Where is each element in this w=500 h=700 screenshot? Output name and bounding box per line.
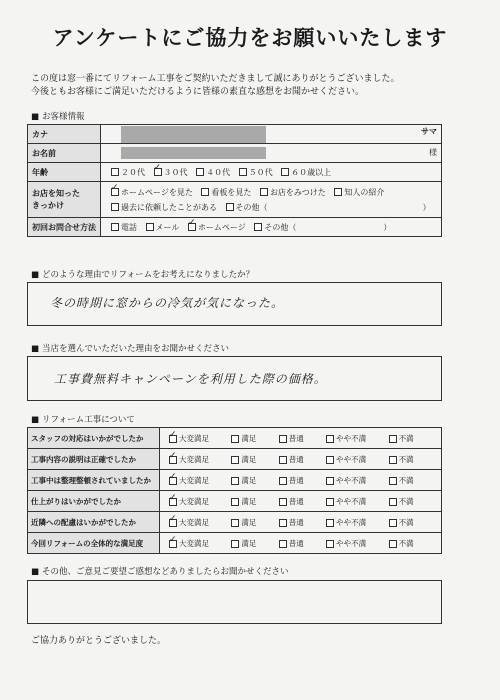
contact-option[interactable]: 電話 — [105, 223, 137, 232]
age-options — [101, 163, 442, 182]
checkbox-icon[interactable] — [260, 188, 268, 196]
redacted-kana — [121, 126, 266, 143]
q3-heading: ■ その他、ご意見ご要望ご感想などありましたらお聞かせください — [31, 567, 289, 577]
bullet-icon: ■ — [31, 112, 40, 122]
source-option[interactable]: お店をみつけた — [254, 188, 326, 197]
checkbox-icon[interactable] — [326, 540, 334, 548]
kana-row — [28, 125, 442, 144]
sat-option[interactable]: 満足 — [225, 518, 256, 527]
age-row — [28, 163, 442, 182]
checkbox-icon[interactable] — [326, 435, 334, 443]
checkbox-checked-icon[interactable] — [169, 477, 177, 485]
q3-answer-box[interactable] — [27, 580, 442, 624]
age-option[interactable]: ４０代 — [190, 168, 230, 177]
source-option[interactable]: 過去に依頼したことがある — [105, 203, 217, 212]
source-option-other[interactable]: その他（ — [220, 203, 268, 212]
sat-option[interactable]: 満足 — [225, 476, 256, 485]
checkbox-icon[interactable] — [111, 168, 119, 176]
sat-option[interactable]: やや不満 — [320, 497, 366, 506]
contact-option[interactable]: メール — [140, 223, 180, 232]
contact-option-other[interactable]: その他（ — [248, 223, 296, 232]
sat-row — [28, 428, 442, 449]
sat-option[interactable]: 普通 — [273, 539, 304, 548]
closing-text: ご協力ありがとうございました。 — [31, 636, 167, 646]
q1-answer-box[interactable] — [27, 282, 442, 326]
q2-answer-box[interactable] — [27, 356, 442, 401]
sat-option[interactable]: やや不満 — [320, 434, 366, 443]
kana-field[interactable] — [101, 125, 442, 144]
sat-option[interactable]: 満足 — [225, 539, 256, 548]
sat-option[interactable]: やや不満 — [320, 455, 366, 464]
checkbox-checked-icon[interactable] — [169, 456, 177, 464]
source-close-paren: ） — [422, 202, 431, 212]
sat-option[interactable]: ✓ 大変満足 — [163, 434, 209, 443]
bullet-icon: ■ — [31, 344, 40, 354]
contact-row — [28, 218, 442, 237]
checkbox-icon[interactable] — [389, 540, 397, 548]
sat-row — [28, 512, 442, 533]
sat-options — [160, 449, 442, 470]
checkbox-icon[interactable] — [389, 519, 397, 527]
sat-option[interactable]: 普通 — [273, 518, 304, 527]
checkbox-icon[interactable] — [389, 456, 397, 464]
checkbox-icon[interactable] — [334, 188, 342, 196]
checkbox-icon[interactable] — [231, 456, 239, 464]
checkbox-checked-icon[interactable] — [169, 540, 177, 548]
contact-label: 初回お問合せ方法 — [28, 218, 101, 237]
sat-option[interactable]: 普通 — [273, 497, 304, 506]
sat-option[interactable]: 不満 — [383, 476, 414, 485]
sat-row — [28, 470, 442, 491]
sat-option[interactable]: 満足 — [225, 434, 256, 443]
sat-row — [28, 491, 442, 512]
sat-options — [160, 533, 442, 554]
checkbox-icon[interactable] — [279, 498, 287, 506]
intro-line-2: 今後ともお客様にご満足いただけるように皆様の素直な感想をお聞かせください。 — [31, 87, 365, 97]
checkbox-icon[interactable] — [201, 188, 209, 196]
checkbox-icon[interactable] — [231, 519, 239, 527]
source-option[interactable]: ✓ホームページを見た — [105, 188, 193, 197]
kana-suffix: サマ — [421, 126, 437, 136]
checkbox-icon[interactable] — [389, 498, 397, 506]
intro-line-1: この度は窓一番にてリフォーム工事をご契約いただきまして誠にありがとうございました。 — [31, 74, 400, 84]
sat-question: スタッフの対応はいかがでしたか — [28, 428, 160, 449]
age-label: 年齢 — [28, 163, 101, 182]
sat-option[interactable]: ✓ 大変満足 — [163, 497, 209, 506]
checkbox-icon[interactable] — [111, 223, 119, 231]
q2-answer-text: 工事費無料キャンペーンを利用した際の価格。 — [54, 372, 327, 386]
q1-answer-text: 冬の時期に窓からの冷気が気になった。 — [50, 296, 285, 310]
q1-heading: ■ どのような理由でリフォームをお考えになりましたか？ — [31, 270, 255, 280]
checkbox-icon[interactable] — [254, 223, 262, 231]
checkbox-icon[interactable] — [279, 477, 287, 485]
checkbox-icon[interactable] — [226, 203, 234, 211]
sat-row — [28, 449, 442, 470]
checkbox-icon[interactable] — [146, 223, 154, 231]
sat-option[interactable]: 普通 — [273, 434, 304, 443]
checkbox-icon[interactable] — [279, 540, 287, 548]
sat-option[interactable]: 満足 — [225, 497, 256, 506]
source-options — [101, 182, 442, 218]
checkbox-icon[interactable] — [231, 540, 239, 548]
sat-question: 工事中は整理整頓されていましたか — [28, 470, 160, 491]
contact-options — [101, 218, 442, 237]
name-field[interactable] — [101, 144, 442, 163]
sat-option[interactable]: ✓ 大変満足 — [163, 539, 209, 548]
checkbox-icon[interactable] — [389, 435, 397, 443]
sat-row — [28, 533, 442, 554]
name-suffix: 様 — [429, 148, 437, 157]
contact-close-paren: ） — [383, 222, 392, 232]
bullet-icon: ■ — [31, 567, 40, 577]
q2-heading: ■ 当店を選んでいただいた理由をお聞かせください — [31, 344, 230, 354]
sat-option[interactable]: やや不満 — [320, 518, 366, 527]
checkbox-checked-icon[interactable] — [154, 168, 162, 176]
checkbox-icon[interactable] — [279, 435, 287, 443]
checkbox-icon[interactable] — [231, 435, 239, 443]
sat-question: 工事内容の説明は正確でしたか — [28, 449, 160, 470]
name-row — [28, 144, 442, 163]
checkbox-checked-icon[interactable] — [169, 435, 177, 443]
sat-option[interactable]: 不満 — [383, 539, 414, 548]
checkbox-icon[interactable] — [196, 168, 204, 176]
bullet-icon: ■ — [31, 270, 40, 280]
age-option[interactable]: ５０代 — [233, 168, 273, 177]
checkbox-checked-icon[interactable] — [111, 188, 119, 196]
sat-option[interactable]: 不満 — [383, 518, 414, 527]
sat-option[interactable]: 不満 — [383, 455, 414, 464]
contact-option[interactable]: ✓ ホームページ — [182, 223, 246, 232]
kana-label: カナ — [28, 125, 101, 144]
checkbox-icon[interactable] — [111, 203, 119, 211]
sat-option[interactable]: 満足 — [225, 455, 256, 464]
checkbox-icon[interactable] — [326, 477, 334, 485]
checkbox-icon[interactable] — [326, 519, 334, 527]
sat-option[interactable]: 不満 — [383, 497, 414, 506]
age-option[interactable]: ２０代 — [105, 168, 145, 177]
sat-option[interactable]: ✓ 大変満足 — [163, 518, 209, 527]
sat-heading: ■ リフォーム工事について — [31, 415, 135, 425]
checkbox-checked-icon[interactable] — [169, 498, 177, 506]
checkbox-icon[interactable] — [389, 477, 397, 485]
satisfaction-table — [27, 427, 442, 554]
sat-option[interactable]: やや不満 — [320, 539, 366, 548]
survey-title: アンケートにご協力をお願いいたします — [52, 26, 448, 50]
checkbox-checked-icon[interactable] — [188, 223, 196, 231]
customer-section-heading: ■ お客様情報 — [31, 112, 85, 122]
checkbox-icon[interactable] — [326, 498, 334, 506]
sat-options — [160, 428, 442, 449]
source-label: お店を知った きっかけ — [28, 182, 101, 218]
age-option[interactable]: ６０歳以上 — [275, 168, 331, 177]
sat-question: 今回リフォームの全体的な満足度 — [28, 533, 160, 554]
checkbox-icon[interactable] — [279, 519, 287, 527]
redacted-name — [121, 147, 266, 159]
sat-option[interactable]: ✓ 大変満足 — [163, 476, 209, 485]
sat-options — [160, 512, 442, 533]
sat-options — [160, 470, 442, 491]
source-option[interactable]: 看板を見た — [195, 188, 251, 197]
customer-info-table — [27, 124, 442, 237]
checkbox-icon[interactable] — [231, 477, 239, 485]
checkbox-checked-icon[interactable] — [169, 519, 177, 527]
sat-option[interactable]: 普通 — [273, 476, 304, 485]
sat-option[interactable]: 不満 — [383, 434, 414, 443]
sat-option[interactable]: ✓ 大変満足 — [163, 455, 209, 464]
checkbox-icon[interactable] — [279, 456, 287, 464]
sat-options — [160, 491, 442, 512]
source-option[interactable]: 知人の紹介 — [328, 188, 384, 197]
checkbox-icon[interactable] — [281, 168, 289, 176]
bullet-icon: ■ — [31, 415, 40, 425]
checkbox-icon[interactable] — [231, 498, 239, 506]
name-label: お名前 — [28, 144, 101, 163]
checkbox-icon[interactable] — [239, 168, 247, 176]
sat-question: 近隣への配慮はいかがでしたか — [28, 512, 160, 533]
source-row — [28, 182, 442, 218]
sat-option[interactable]: やや不満 — [320, 476, 366, 485]
checkbox-icon[interactable] — [326, 456, 334, 464]
age-option[interactable]: ✓ ３０代 — [148, 168, 188, 177]
sat-option[interactable]: 普通 — [273, 455, 304, 464]
sat-question: 仕上がりはいかがでしたか — [28, 491, 160, 512]
